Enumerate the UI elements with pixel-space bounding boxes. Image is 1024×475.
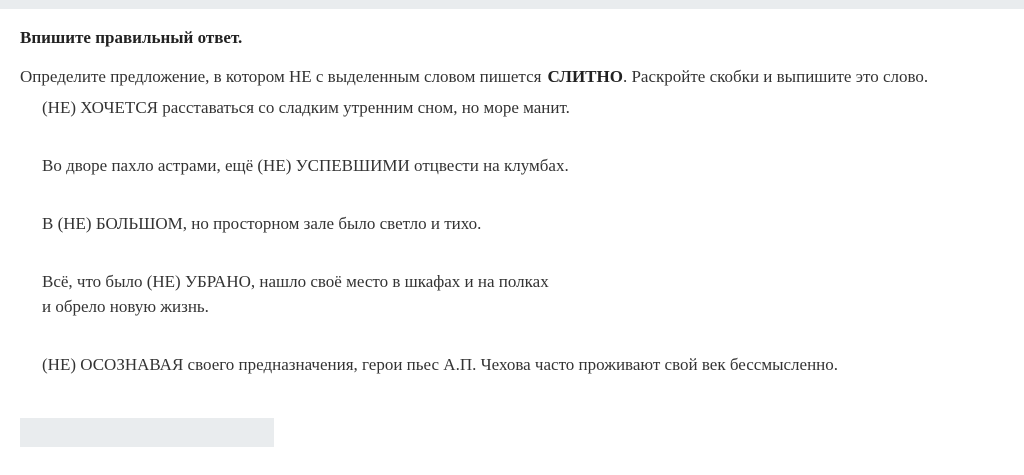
sentence-line: Всё, что было (НЕ) УБРАНО, нашло своё место в шкафах и на полках bbox=[42, 272, 549, 291]
sentence-option-4 bbox=[42, 269, 549, 319]
instruction-text: Определите предложение, в котором НЕ с выделенным словом пишется bbox=[20, 67, 542, 86]
top-bar bbox=[0, 0, 1024, 9]
instruction-text-end: . Раскройте скобки и выпишите это слово. bbox=[622, 67, 929, 86]
sentence-line: В (НЕ) БОЛЬШОМ, но просторном зале было светло и тихо. bbox=[42, 214, 482, 233]
sentence-line: и обрело новую жизнь. bbox=[42, 297, 209, 316]
sentence-option-5 bbox=[42, 352, 838, 377]
sentence-line: Во дворе пахло астрами, ещё (НЕ) УСПЕВШИМИ отцвести на клумбах. bbox=[42, 156, 569, 175]
task-title: Впишите правильный ответ. bbox=[20, 28, 243, 47]
instruction-emphasis: СЛИТНО bbox=[547, 67, 623, 86]
task-instruction bbox=[20, 67, 928, 87]
sentence-option-2 bbox=[42, 153, 569, 178]
answer-input[interactable] bbox=[20, 418, 274, 447]
sentence-option-3 bbox=[42, 211, 481, 236]
sentence-line: (НЕ) ХОЧЕТСЯ расставаться со сладким утренним сном, но море манит. bbox=[42, 98, 570, 117]
sentence-option-1 bbox=[42, 95, 570, 120]
sentence-line: (НЕ) ОСОЗНАВАЯ своего предназначения, герои пьес А.П. Чехова часто проживают свой век бессмысленно. bbox=[42, 355, 839, 374]
